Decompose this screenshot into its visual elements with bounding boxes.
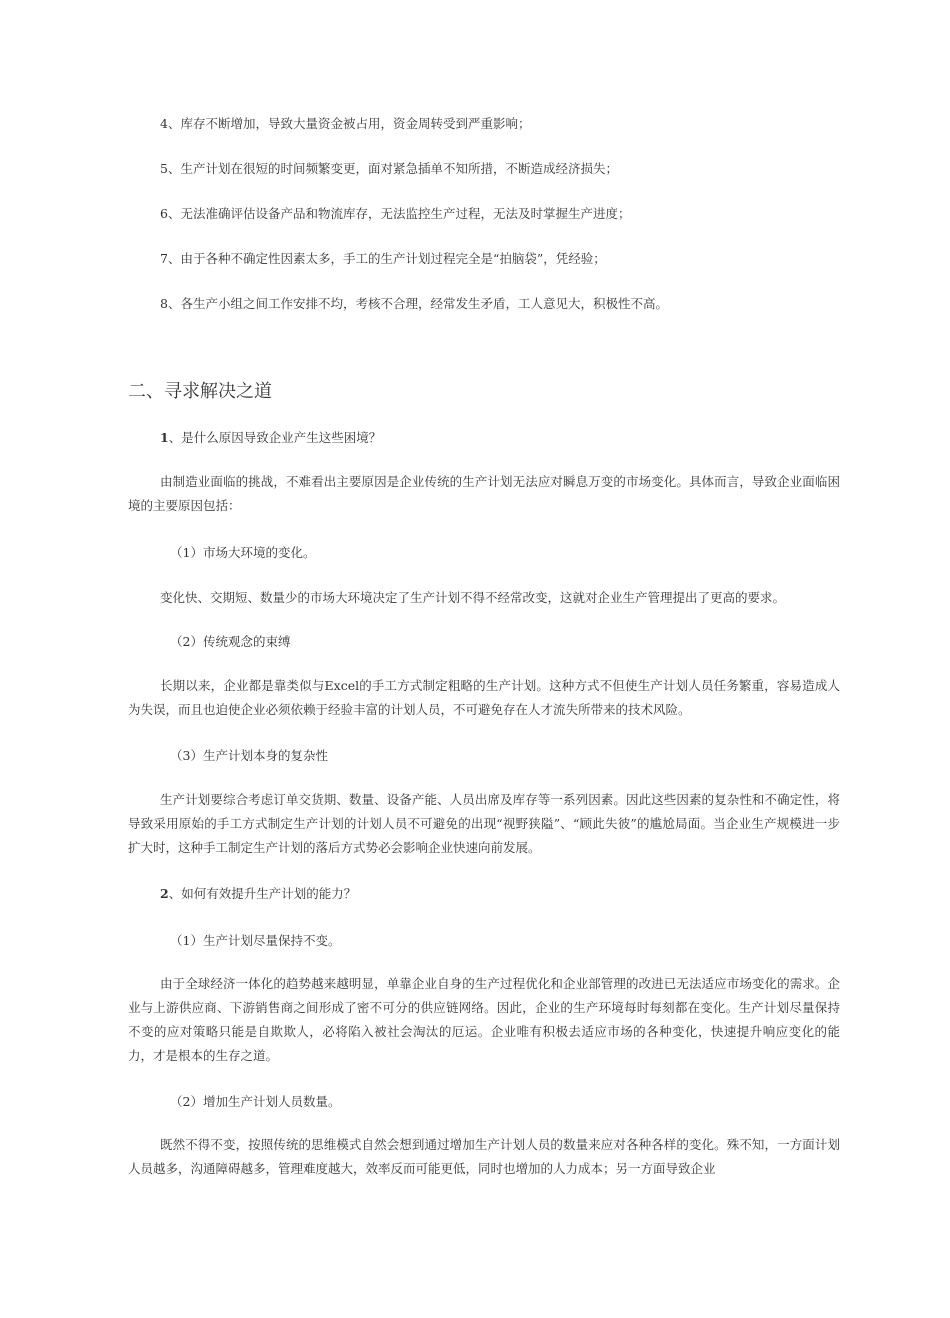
list-item-6: 6、无法准确评估设备产品和物流库存，无法监控生产过程，无法及时掌握生产进度； [160,206,631,221]
question-1-heading [160,430,381,446]
q2-sub2-title: （2）增加生产计划人员数量。 [170,1094,341,1109]
question-1-intro: 由制造业面临的挑战，不难看出主要原因是企业传统的生产计划无法应对瞬息万变的市场变化。具体而言，导致企业面临困境的主要原因包括： [128,474,840,513]
question-2-number: 2 [160,886,169,901]
section-heading: 二、寻求解决之道 [128,381,272,402]
q1-sub2-body: 长期以来，企业都是靠类似与Excel的手工方式制定粗略的生产计划。这种方式不但使生产计划人员任务繁重，容易造成人为失误，而且也迫使企业必须依赖于经验丰富的计划人员，不可避免存在人才流失所带来的技术风险。 [128,678,840,717]
q1-sub3-title: （3）生产计划本身的复杂性 [170,748,328,763]
q2-sub1-body: 由于全球经济一体化的趋势越来越明显，单靠企业自身的生产过程优化和企业部管理的改进已无法适应市场变化的需求。企业与上游供应商、下游销售商之间形成了密不可分的供应链网络。因此，企业的生产环境每时每刻都在变化。生产计划尽量保持不变的应对策略只能是自欺欺人，必将陷入被社会淘汰的厄运。企业唯有积极去适应市场的各种变化，快速提升响应变化的能力，才是根本的生存之道。 [128,976,840,1063]
list-item-5: 5、生产计划在很短的时间频繁变更，面对紧急插单不知所措，不断造成经济损失； [160,161,618,176]
question-1-title: 、是什么原因导致企业产生这些困境？ [168,430,382,445]
q1-sub3-body: 生产计划要综合考虑订单交货期、数量、设备产能、人员出席及库存等一系列因素。因此这些因素的复杂性和不确定性，将导致采用原始的手工方式制定生产计划的计划人员不可避免的出现“视野狭隘”、“顾此失彼”的尴尬局面。当企业生产规模进一步扩大时，这种手工制定生产计划的落后方式势必会影响企业快速向前发展。 [128,792,840,855]
q2-sub1-title: （1）生产计划尽量保持不变。 [170,933,341,948]
q1-sub1-title: （1）市场大环境的变化。 [170,545,316,560]
list-item-4: 4、库存不断增加，导致大量资金被占用，资金周转受到严重影响； [160,116,531,131]
q1-sub1-body: 变化快、交期短、数量少的市场大环境决定了生产计划不得不经常改变，这就对企业生产管理提出了更高的要求。 [160,590,786,605]
question-2-title: 、如何有效提升生产计划的能力？ [168,886,357,901]
question-1-number: 1 [160,430,169,445]
q2-sub2-body: 既然不得不变，按照传统的思维模式自然会想到通过增加生产计划人员的数量来应对各种各样的变化。殊不知，一方面计划人员越多，沟通障碍越多，管理难度越大，效率反而可能更低，同时也增加的人力成本；另一方面导致企业 [128,1137,840,1176]
question-2-heading [160,886,356,902]
q1-sub2-title: （2）传统观念的束缚 [170,634,291,649]
list-item-7: 7、由于各种不确定性因素太多，手工的生产计划过程完全是“拍脑袋”，凭经验； [160,251,606,266]
list-item-8: 8、各生产小组之间工作安排不均，考核不合理，经常发生矛盾，工人意见大，积极性不高。 [160,296,668,311]
